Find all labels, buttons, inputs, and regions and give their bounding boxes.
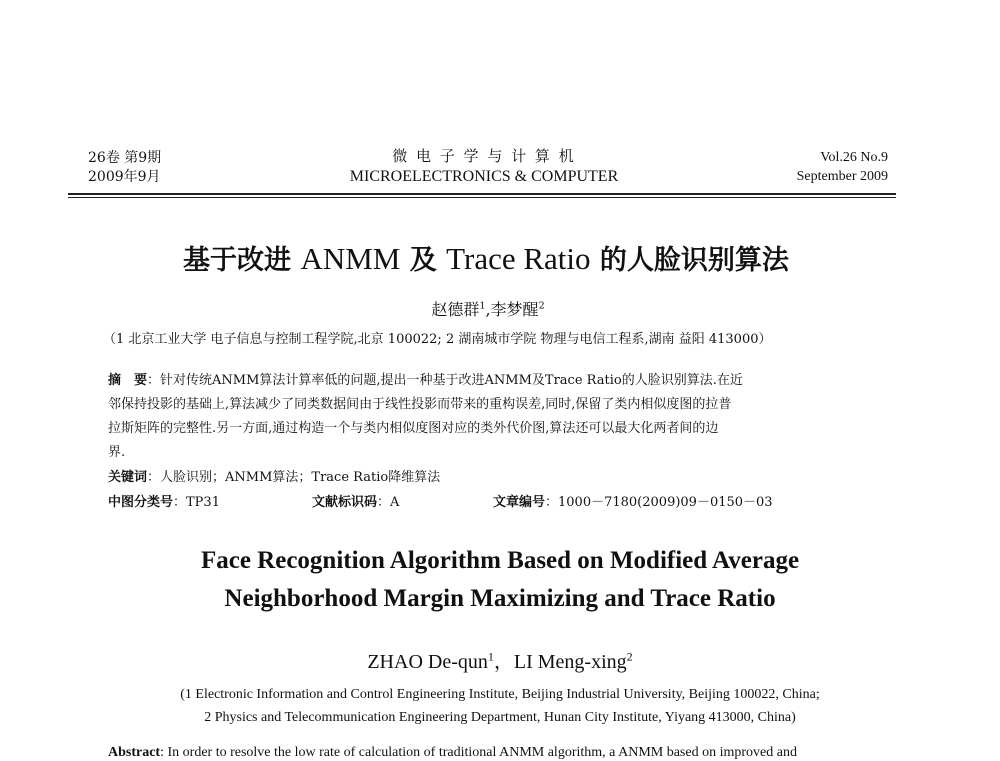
- abstract-cn-line1: 摘 要：针对传统ANMM算法计算率低的问题,提出一种基于改进ANMM及Trace Ratio的人脸识别算法.在近: [108, 373, 743, 388]
- journal-name-cn: 微 电 子 学 与 计 算 机: [392, 147, 576, 165]
- title-en-line2: Neighborhood Margin Maximizing and Trace Ratio: [224, 585, 776, 612]
- affiliation-en-line2: 2 Physics and Telecommunication Engineering Department, Hunan City Institute, Yiyang 413000, China): [204, 710, 796, 725]
- affiliation-en-line1: (1 Electronic Information and Control Engineering Institute, Beijing Industrial University, Beijing 100022, China;: [180, 687, 820, 702]
- date-cn: 2009年9月: [88, 169, 161, 185]
- title-cn: 基于改进 ANMM 及 Trace Ratio 的人脸识别算法: [183, 241, 789, 276]
- header-rule-thick: [68, 193, 896, 195]
- affiliation-cn: （1 北京工业大学 电子信息与控制工程学院,北京 100022; 2 湖南城市学院 物理与电信工程系,湖南 益阳 413000）: [103, 332, 772, 347]
- document-code: 文献标识码：A: [312, 495, 400, 510]
- abstract-cn-line4: 界.: [108, 445, 126, 460]
- authors-en: ZHAO De-qun$^1$，LI Meng-xing$^2$: [367, 649, 633, 673]
- journal-name-en: MICROELECTRONICS & COMPUTER: [349, 168, 619, 185]
- volume-issue-cn: 26卷 第9期: [88, 150, 162, 166]
- title-en-line1: Face Recognition Algorithm Based on Modified Average: [200, 547, 800, 574]
- abstract-cn-line2: 邻保持投影的基础上,算法减少了同类数据间由于线性投影而带来的重构误差,同时,保留了类内相似度图的拉普: [108, 397, 732, 412]
- abstract-en: Abstract: In order to resolve the low rate of calculation of traditional ANMM algorithm, a ANMM based on improved and: [108, 745, 797, 760]
- keywords-cn: 关键词：人脸识别；ANMM算法；Trace Ratio降维算法: [108, 470, 441, 485]
- article-number: 文章编号：1000－7180(2009)09－0150－03: [493, 495, 773, 510]
- header-rule-thin: [68, 197, 896, 198]
- date-en: September 2009: [796, 169, 888, 184]
- volume-issue-en: Vol.26 No.9: [820, 150, 888, 165]
- authors-cn: 赵德群$^1$,李梦醒$^2$: [431, 300, 545, 319]
- clc-number: 中图分类号：TP31: [108, 495, 220, 510]
- abstract-cn-line3: 拉斯矩阵的完整性.另一方面,通过构造一个与类内相似度图对应的类外代价图,算法还可以最大化两者间的边: [108, 421, 719, 436]
